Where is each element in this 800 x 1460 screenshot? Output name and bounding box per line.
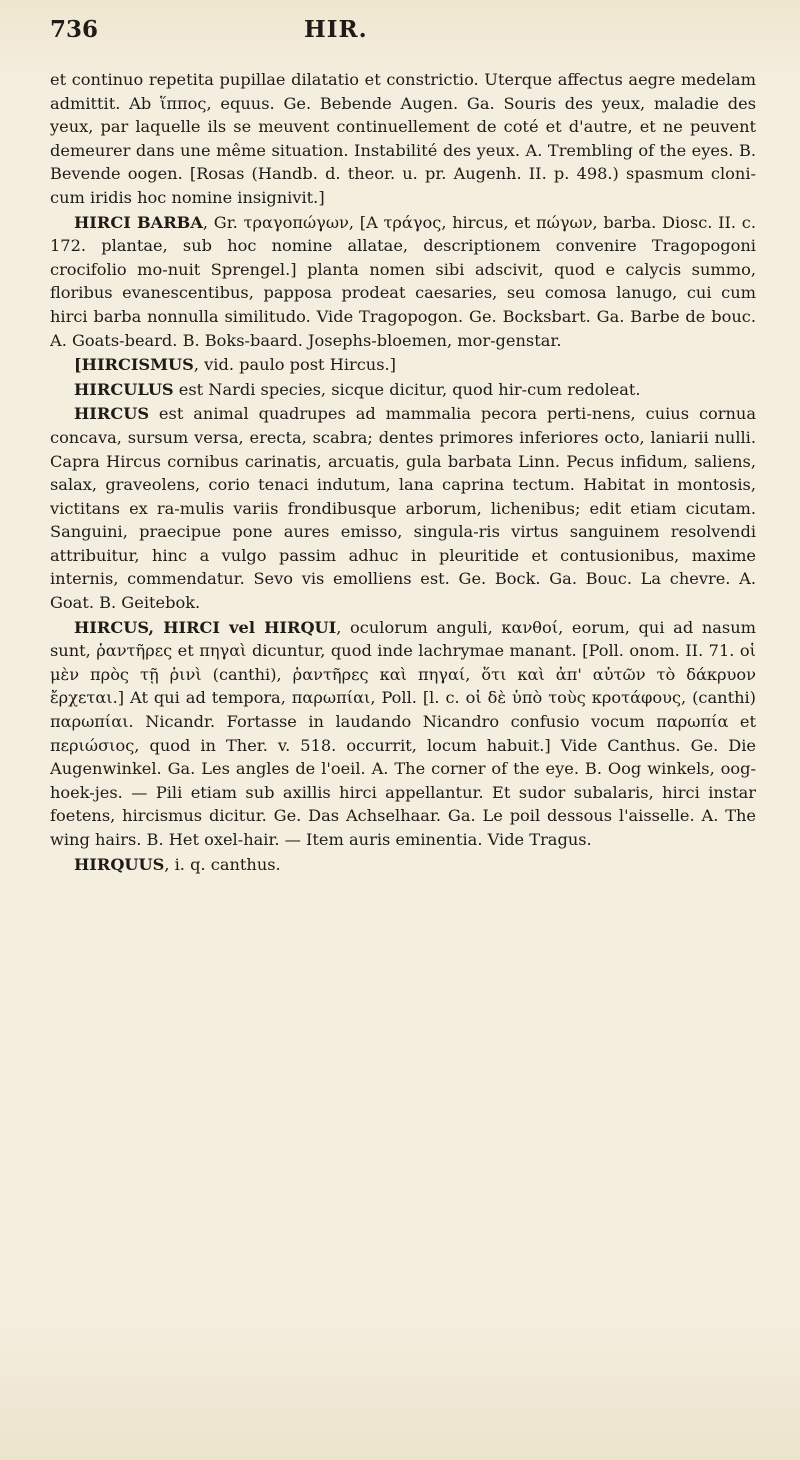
running-head: HIR. xyxy=(304,16,368,43)
entry-hircus-anguli xyxy=(50,616,756,852)
entry-headword: HIRQUUS xyxy=(74,854,165,874)
entry-text: est Nardi species, sicque dicitur, quod hir-cum redoleat. xyxy=(173,379,641,399)
entry-continuation xyxy=(50,68,756,210)
entry-headword: [HIRCISMUS xyxy=(74,355,194,375)
entry-text: , i. q. canthus. xyxy=(164,854,281,874)
entry-text: est animal quadrupes ad mammalia pecora perti-nens, cuius cornua concava, sursum versa, erecta, scabra; dentes primores inferiores octo, laniarii nulli. Capra Hircus cornibus carinatis, arcuatis, gula barbata Linn. Pecus infidum, saliens, salax, graveolens, corio tenaci indutum, lana caprina tectum. Habitat in montosis, victitans ex ra-mulis variis frondibusque arborum, lichenibus; edit etiam cicutam. Sanguini, praecipue pone aures emisso, singula-ris virtus sanguinem resolvendi attribuitur, hinc a vulgo passim adhuc in pleuritide et contusionibus, maxime internis, commendatur. Sevo vis emolliens est. Ge. Bock. Ga. Bouc. La chevre. A. Goat. B. Geitebok. xyxy=(50,404,756,613)
entry-headword: HIRCUS xyxy=(74,404,150,424)
page-number: 736 xyxy=(50,16,99,43)
entry-headword: HIRCULUS xyxy=(74,379,174,399)
entry-hircus xyxy=(50,402,756,614)
entry-text: , Gr. τραγοπώγων, [Α τράγος, hircus, et πώγων, barba. Diosc. II. c. 172. plantae, sub hoc nomine allatae, descriptionem convenire Tragopogoni crocifolio mo-nuit Sprengel.] planta nomen sibi adscivit, quod e calycis summo, floribus evanescentibus, papposa prodeat caesaries, seu comosa lanugo, cui cum hirci barba nonnulla similitudo. Vide Tragopogon. Ge. Bocksbart. Ga. Barbe de bouc. A. Goats-beard. B. Boks-baard. Josephs-bloemen, mor-genstar. xyxy=(50,212,756,350)
entry-headword: HIRCUS, HIRCI vel HIRQUI xyxy=(74,617,337,637)
entry-hirquus xyxy=(50,853,756,877)
body-text xyxy=(50,68,756,876)
entry-text: et continuo repetita pupillae dilatatio et constrictio. Uterque affectus aegre medelam admittit. Ab ἵππος, equus. Ge. Bebende Augen. Ga. Souris des yeux, maladie des yeux, par laquelle ils se meuvent continuellement de coté et d'autre, et ne peuvent demeurer dans une même situation. Instabilité des yeux. A. Trembling of the eyes. B. Bevende oogen. [Rosas (Handb. d. theor. u. pr. Augenh. II. p. 498.) spasmum cloni-cum iridis hoc nomine insignivit.] xyxy=(50,70,756,207)
entry-text: , oculorum anguli, κανθοί, eorum, qui ad nasum sunt, ῥαντῆρες et πηγαὶ dicuntur, quod inde lachrymae manant. [Poll. onom. II. 71. οἱ μὲν πρὸς τῇ ῥινὶ (canthi), ῥαντῆρες καὶ πηγαί, ὅτι καὶ ἀπ' αὐτῶν τὸ δάκρυον ἔρχεται.] At qui ad tempora, παρωπίαι, Poll. [l. c. οἱ δὲ ὑπὸ τοὺς κροτάφους, (canthi) παρωπίαι. Nicandr. Fortasse in laudando Nicandro confusio vocum παρωπία et περιώσιος, quod in Ther. v. 518. occurrit, locum habuit.] Vide Canthus. Ge. Die Augenwinkel. Ga. Les angles de l'oeil. A. The corner of the eye. B. Oog winkels, oog-hoek-jes. — Pili etiam sub axillis hirci appellantur. Et sudor subalaris, hirci instar foetens, hircismus dicitur. Ge. Das Achselhaar. Ga. Le poil dessous l'aisselle. A. The wing hairs. B. Het oxel-hair. — Item auris eminentia. Vide Tragus. xyxy=(50,617,756,849)
entry-headword: HIRCI BARBA xyxy=(74,212,203,232)
entry-text: , vid. paulo post Hircus.] xyxy=(193,355,396,375)
entry-hirci-barba xyxy=(50,211,756,353)
page-header xyxy=(50,16,756,64)
entry-hirculus xyxy=(50,378,756,402)
entry-hircismus xyxy=(50,353,756,377)
